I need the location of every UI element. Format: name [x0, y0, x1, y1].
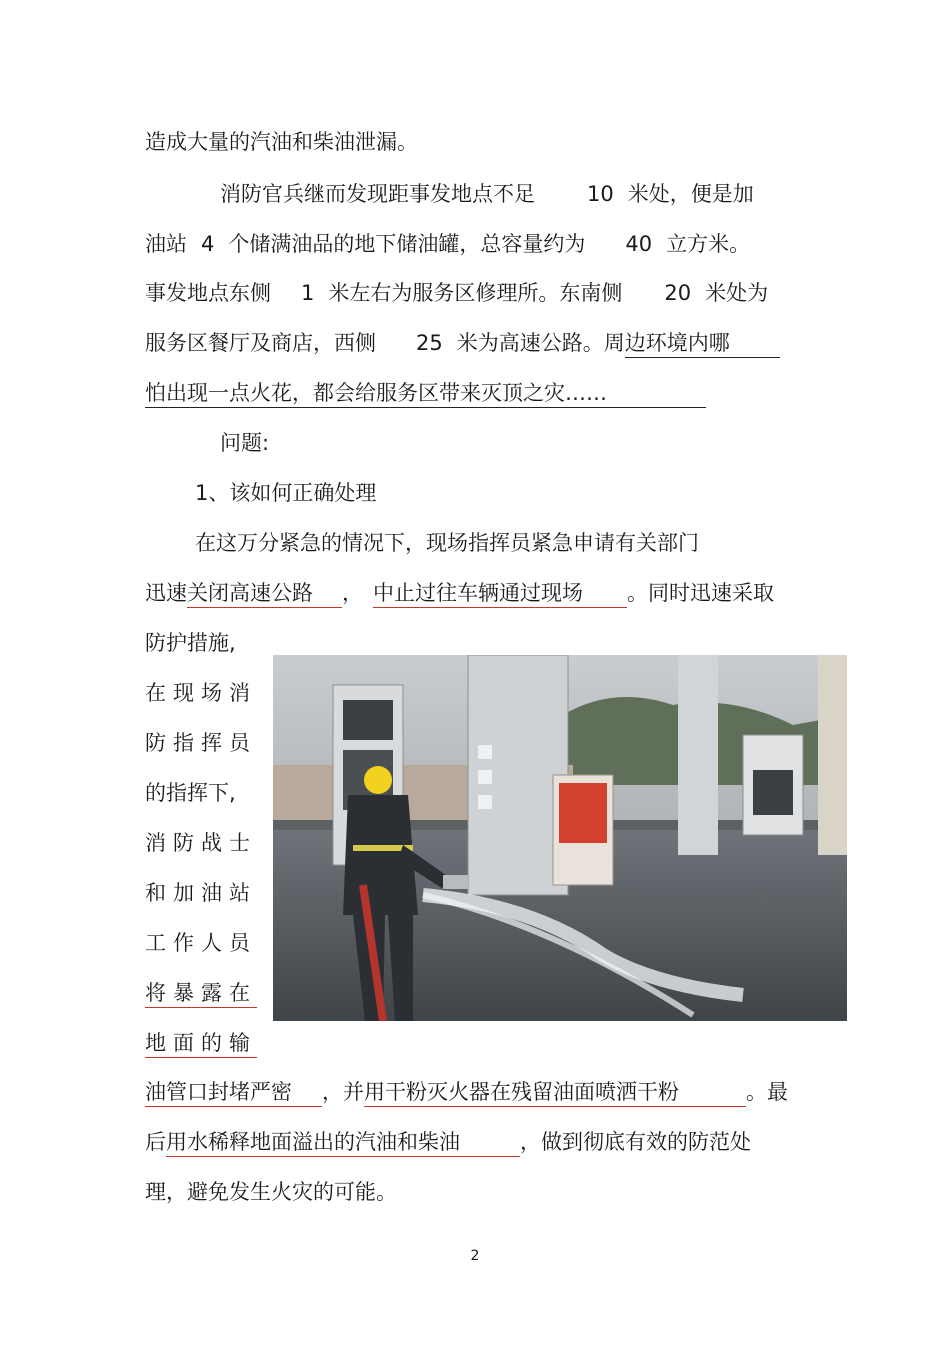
- page-number: 2: [470, 1248, 480, 1264]
- text-line: 事发地点东侧 1 米左右为服务区修理所。东南侧 20 米处为: [145, 281, 769, 305]
- narrow-text-line: 将暴露在: [145, 979, 257, 1008]
- question-heading: 问题:: [220, 431, 270, 455]
- answer-blank: 用水稀释地面溢出的汽油和柴油: [166, 1128, 520, 1157]
- question-item: 1、该如何正确处理: [195, 481, 377, 505]
- narrow-text-line: 和加油站: [145, 881, 257, 905]
- text-line: 消防官兵继而发现距事发地点不足 10 米处，便是加: [220, 182, 754, 206]
- text-line: 服务区餐厅及商店，西侧 25 米为高速公路。周边环境内哪: [145, 329, 780, 358]
- narrow-text-line: 防指挥员: [145, 731, 257, 755]
- answer-blank: 中止过往车辆通过现场: [373, 579, 627, 608]
- text-line: 后用水稀释地面溢出的汽油和柴油 ，做到彻底有效的防范处: [145, 1128, 751, 1157]
- firefighter-photo: [273, 655, 847, 1021]
- text-line: 理，避免发生火灾的可能。: [145, 1180, 397, 1204]
- answer-blank: 关闭高速公路: [187, 579, 342, 608]
- text-line: 迅速关闭高速公路 ， 中止过往车辆通过现场 。同时迅速采取: [145, 579, 774, 608]
- narrow-text-line: 的指挥下,: [145, 781, 236, 805]
- narrow-text-line: 在现场消: [145, 681, 257, 705]
- text-line: [145, 379, 706, 408]
- text-line: 油站 4 个储满油品的地下储油罐，总容量约为 40 立方米。: [145, 232, 751, 256]
- firefighter-spraying-image: [273, 655, 847, 1021]
- answer-blank: 用干粉灭火器在残留油面喷洒干粉: [364, 1078, 746, 1107]
- narrow-text-line: 地面的输: [145, 1029, 257, 1058]
- narrow-text-line: 工作人员: [145, 931, 257, 955]
- underlined-phrase: 怕出现一点火花，都会给服务区带来灭顶之灾……: [145, 379, 706, 408]
- text-line: 造成大量的汽油和柴油泄漏。: [145, 130, 418, 154]
- text-line: 油管口封堵严密 ，并用干粉灭火器在残留油面喷洒干粉 。最: [145, 1078, 788, 1107]
- underlined-phrase: 边环境内哪: [625, 329, 780, 358]
- narrow-text-line: 消防战士: [145, 831, 257, 855]
- text-line: 防护措施,: [145, 631, 236, 655]
- text-line: 在这万分紧急的情况下，现场指挥员紧急申请有关部门: [195, 531, 699, 555]
- answer-blank: 油管口封堵严密: [145, 1078, 322, 1107]
